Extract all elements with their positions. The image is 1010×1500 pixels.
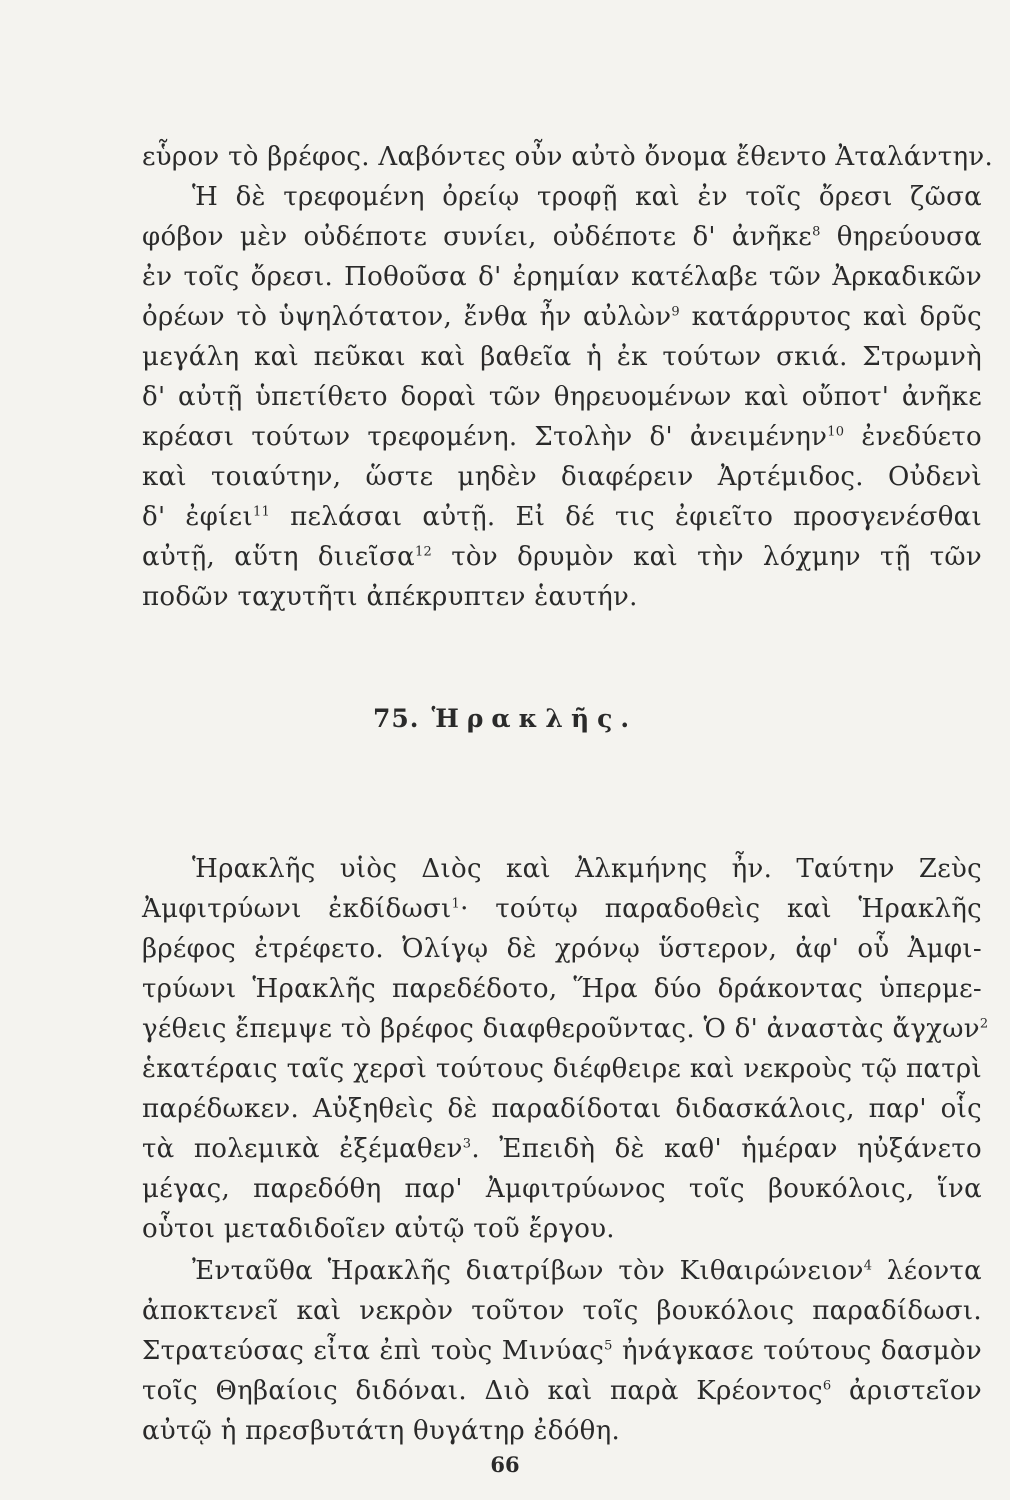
- footnote-mark: 12: [414, 544, 433, 560]
- footnote-mark: 11: [252, 504, 271, 520]
- text-line: μεγάλη καὶ πεῦκαι καὶ βαθεῖα ἡ ἐκ τούτων σκιά. Στρωμνὴ: [142, 342, 982, 372]
- text-line: ποδῶν ταχυτῆτι ἀπέκρυπτεν ἑαυτήν.: [142, 582, 638, 612]
- section-number: 75.: [372, 704, 420, 733]
- text-line: Ἐνταῦθα Ἡρακλῆς διατρίβων τὸν Κιθαιρώνειον$^4$ λέοντα: [192, 1256, 982, 1286]
- section-title: Ἡρακλῆς.: [431, 704, 638, 733]
- text-line: δ' ἐφίει$^{11}$ πελάσαι αὐτῇ. Εἰ δέ τις ἐφιεῖτο προσγενέσθαι: [142, 502, 983, 532]
- text-line: Στρατεύσας εἶτα ἐπὶ τοὺς Μινύας$^5$ ἠνάγκασε τούτους δασμὸν: [142, 1336, 982, 1366]
- text-line: αὐτῷ ἡ πρεσβυτάτη θυγάτηρ ἐδόθη.: [142, 1416, 621, 1446]
- text-line: εὗρον τὸ βρέφος. Λαβόντες οὖν αὐτὸ ὄνομα ἔθεντο Ἀταλάντην.: [142, 142, 994, 172]
- footnote-mark: 3: [462, 1136, 472, 1152]
- text-line: φόβον μὲν οὐδέποτε συνίει, οὐδέποτε δ' ἀνῆκε$^8$ θηρεύουσα: [142, 222, 982, 252]
- footnote-mark: 1: [451, 896, 461, 912]
- footnote-mark: 2: [979, 1016, 989, 1032]
- text-line: ἑκατέραις ταῖς χερσὶ τούτους διέφθειρε καὶ νεκροὺς τῷ πατρὶ: [142, 1054, 982, 1084]
- text-line: ἐν τοῖς ὄρεσι. Ποθοῦσα δ' ἐρημίαν κατέλαβε τῶν Ἀρκαδικῶν: [142, 262, 982, 292]
- text-line: βρέφος ἐτρέφετο. Ὀλίγῳ δὲ χρόνῳ ὕστερον, ἀφ' οὗ Ἀμφι-: [142, 934, 982, 964]
- text-line: ἀποκτενεῖ καὶ νεκρὸν τοῦτον τοῖς βουκόλοις παραδίδωσι.: [142, 1296, 982, 1326]
- text-line: οὗτοι μεταδιδοῖεν αὐτῷ τοῦ ἔργου.: [142, 1214, 615, 1244]
- section-heading: [0, 704, 1010, 733]
- text-line: δ' αὐτῇ ὑπετίθετο δοραὶ τῶν θηρευομένων καὶ οὔποτ' ἀνῆκε: [142, 382, 982, 412]
- text-line: μέγας, παρεδόθη παρ' Ἀμφιτρύωνος τοῖς βουκόλοις, ἵνα: [142, 1174, 982, 1204]
- text-line: αὐτῇ, αὕτη διιεῖσα$^{12}$ τὸν δρυμὸν καὶ τὴν λόχμην τῇ τῶν: [142, 542, 982, 572]
- footnote-mark: 9: [671, 304, 680, 320]
- text-line: Ἡρακλῆς υἱὸς Διὸς καὶ Ἀλκμήνης ἦν. Ταύτην Ζεὺς: [192, 854, 982, 884]
- text-line: τοῖς Θηβαίοις διδόναι. Διὸ καὶ παρὰ Κρέοντος$^6$ ἀριστεῖον: [142, 1376, 982, 1406]
- text-line: κρέασι τούτων τρεφομένη. Στολὴν δ' ἀνειμένην$^{10}$ ἐνεδύετο: [142, 422, 982, 452]
- text-line: γέθεις ἔπεμψε τὸ βρέφος διαφθεροῦντας. Ὁ δ' ἀναστὰς ἄγχων$^2$: [142, 1014, 989, 1044]
- footnote-mark: 6: [822, 1378, 832, 1394]
- page-number: 66: [490, 1452, 520, 1477]
- text-line: τὰ πολεμικὰ ἐξέμαθεν$^3$. Ἐπειδὴ δὲ καθ' ἡμέραν ηὐξάνετο: [142, 1134, 983, 1164]
- footnote-mark: 8: [812, 224, 821, 240]
- text-line: Ἡ δὲ τρεφομένη ὀρείῳ τροφῇ καὶ ἐν τοῖς ὄρεσι ζῶσα: [192, 182, 982, 212]
- text-line: Ἀμφιτρύωνι ἐκδίδωσι$^1$· τούτῳ παραδοθεὶς καὶ Ἡρακλῆς: [142, 894, 982, 924]
- text-line: τρύωνι Ἡρακλῆς παρεδέδοτο, Ἥρα δύο δράκοντας ὑπερμε-: [142, 974, 982, 1004]
- text-line: παρέδωκεν. Αὐξηθεὶς δὲ παραδίδοται διδασκάλοις, παρ' οἷς: [142, 1094, 982, 1124]
- footnote-mark: 10: [827, 424, 845, 440]
- text-line: καὶ τοιαύτην, ὥστε μηδὲν διαφέρειν Ἀρτέμιδος. Οὐδενὶ: [142, 462, 982, 492]
- footnote-mark: 5: [604, 1338, 613, 1354]
- text-line: ὀρέων τὸ ὑψηλότατον, ἔνθα ἦν αὐλὼν$^9$ κατάρρυτος καὶ δρῦς: [142, 302, 982, 332]
- footnote-mark: 4: [863, 1258, 873, 1274]
